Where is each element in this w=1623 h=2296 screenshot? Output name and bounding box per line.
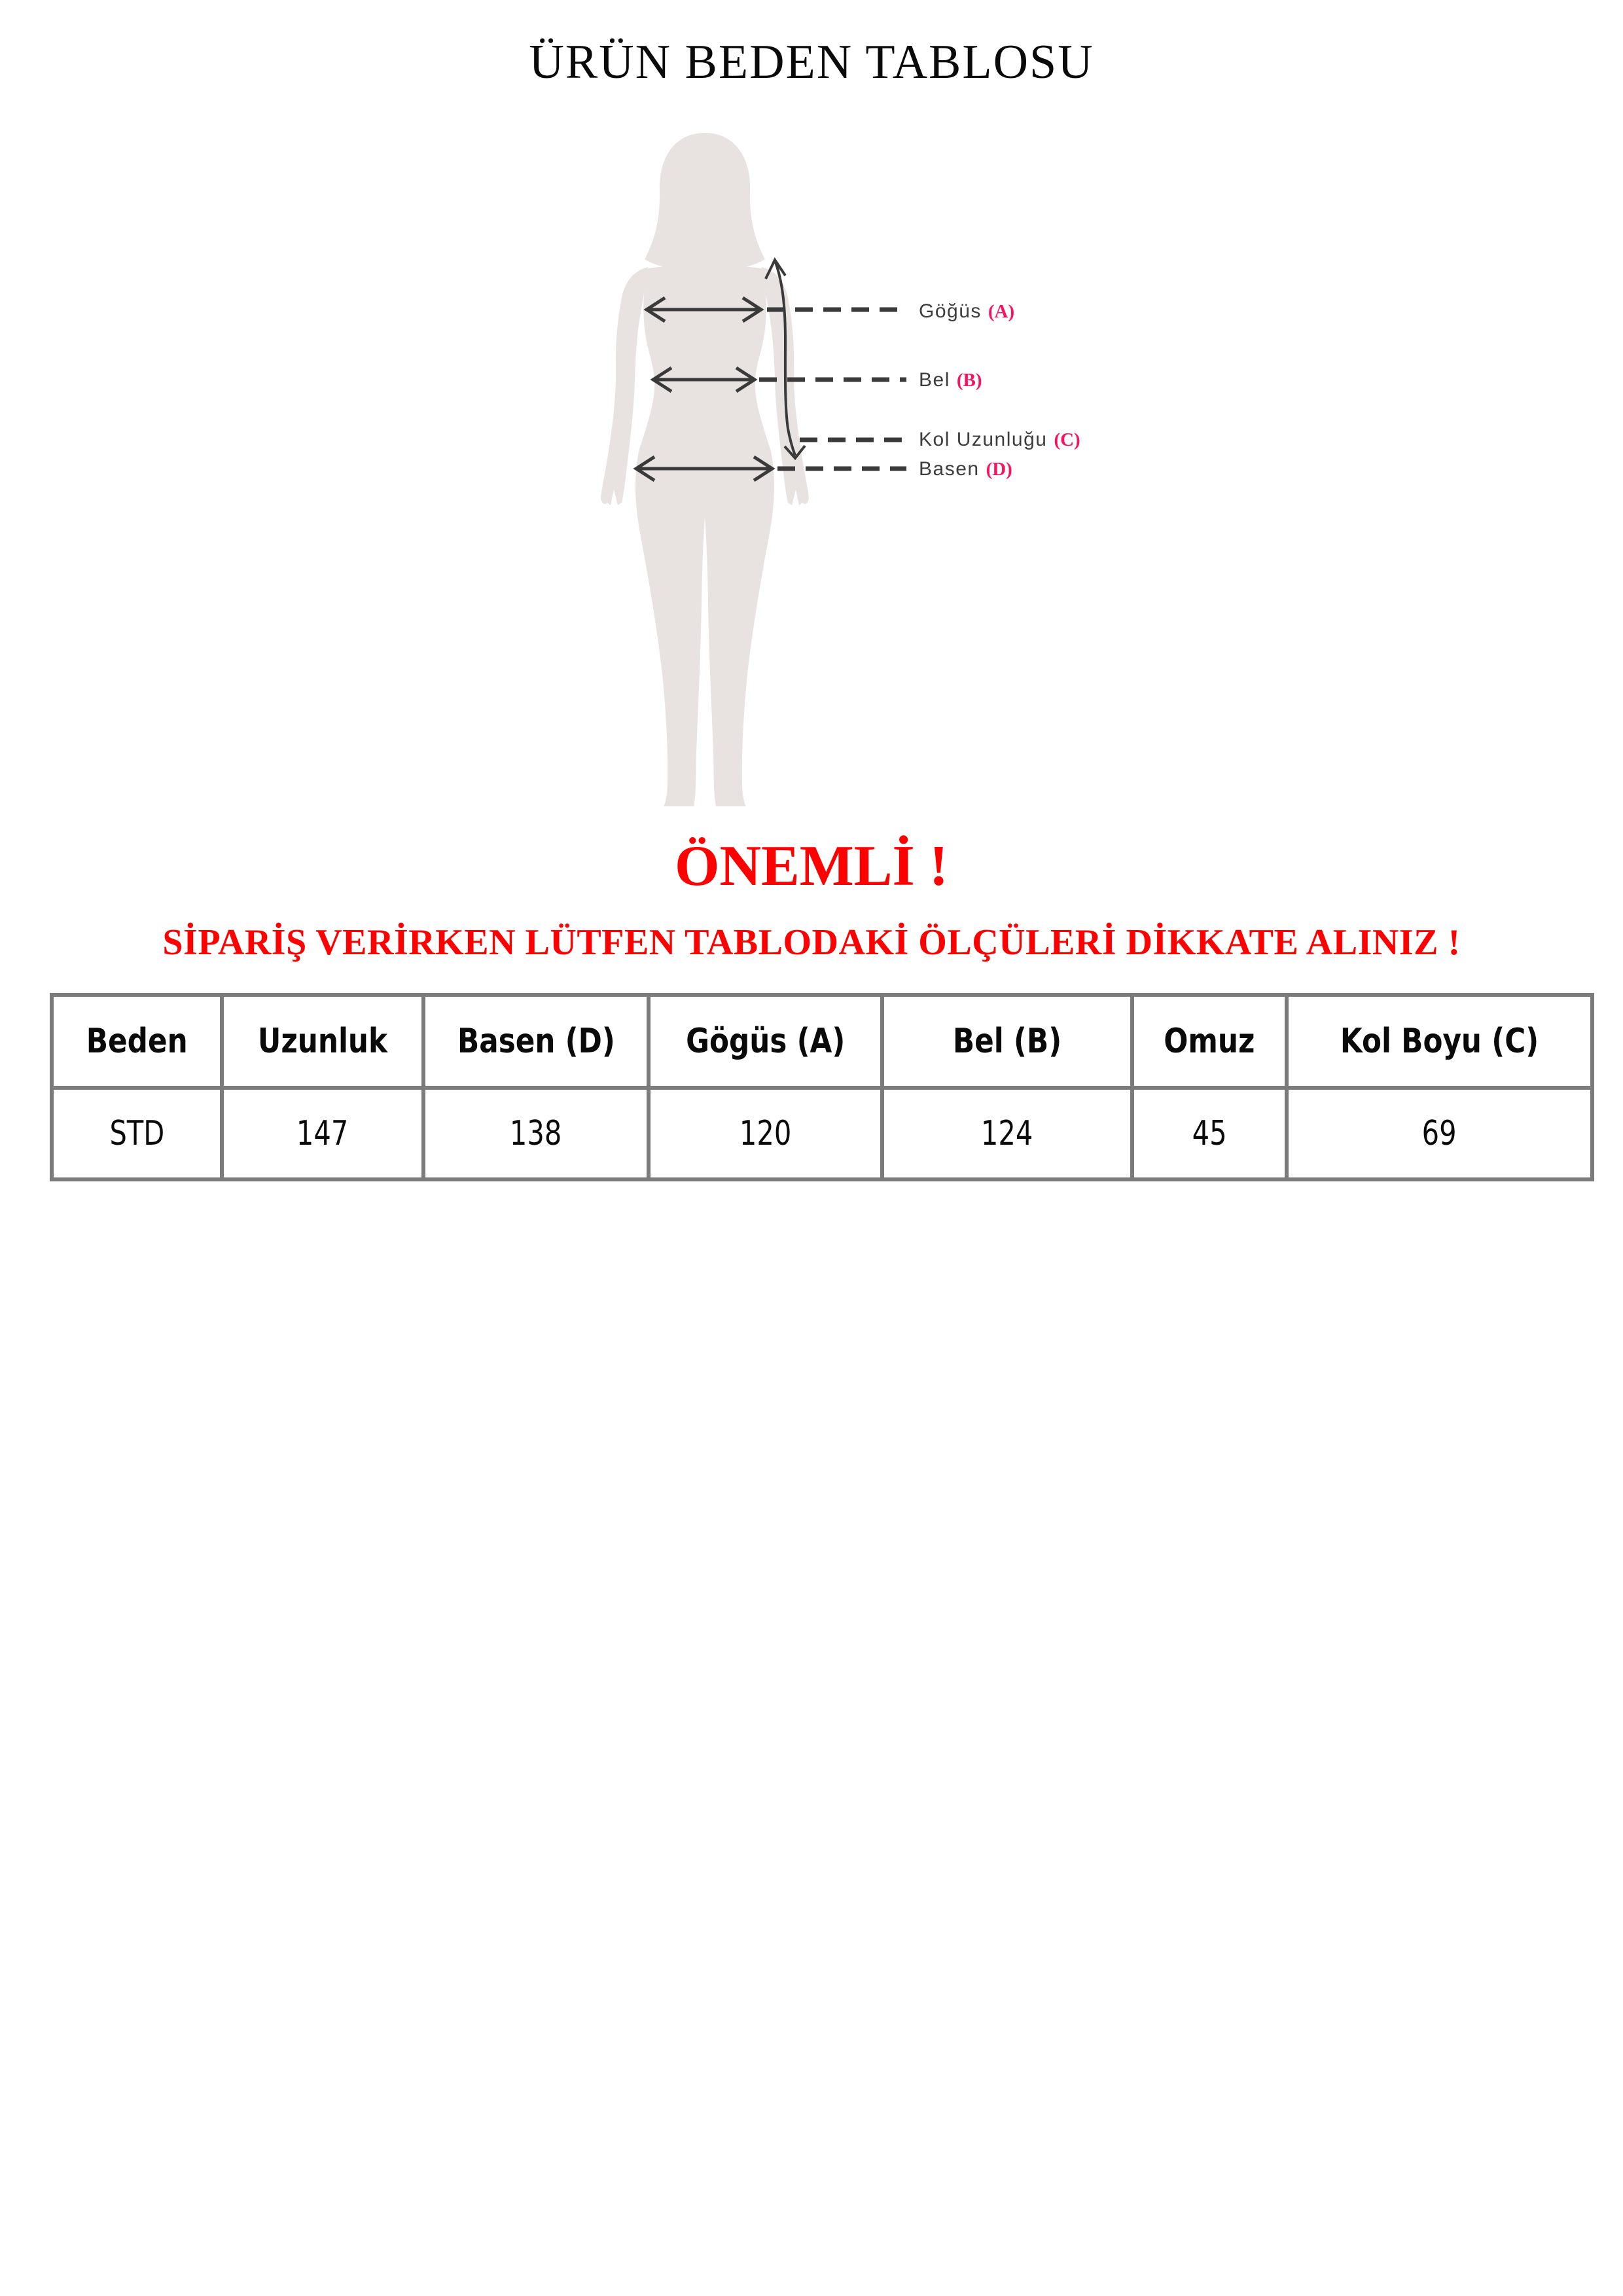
figure-label-chest-letter: (A) (988, 300, 1015, 322)
cell-kol-boyu (1287, 1088, 1592, 1179)
cell-basen (423, 1088, 649, 1179)
figure-label-chest-text: Göğüs (919, 300, 982, 322)
page-title: ÜRÜN BEDEN TABLOSU (529, 35, 1094, 89)
cell-basen-value: 138 (510, 1114, 562, 1153)
cell-beden (52, 1088, 222, 1179)
figure-label-waist (919, 366, 982, 395)
figure-label-arm-length (919, 425, 1080, 454)
cell-uzunluk-value: 147 (296, 1114, 349, 1153)
figure-label-chest (919, 297, 1014, 326)
cell-uzunluk (222, 1088, 423, 1179)
body-measurement-diagram (563, 121, 916, 828)
warning-text: SİPARİŞ VERİRKEN LÜTFEN TABLODAKİ ÖLÇÜLERİ DİKKATE ALINIZ ! (162, 922, 1461, 963)
cell-kol-boyu-value: 69 (1422, 1114, 1457, 1153)
header-gogus (649, 995, 882, 1088)
header-kol-boyu (1287, 995, 1592, 1088)
cell-bel (882, 1088, 1132, 1179)
silhouette-torso-legs (635, 262, 774, 806)
figure-label-waist-letter: (B) (956, 369, 982, 391)
cell-omuz (1132, 1088, 1287, 1179)
header-bel-label: Bel (B) (952, 1022, 1062, 1061)
header-basen (423, 995, 649, 1088)
header-basen-label: Basen (D) (457, 1022, 615, 1061)
warning-heading: ÖNEMLİ ! (675, 834, 948, 898)
figure-label-hip (919, 455, 1012, 484)
figure-label-hip-letter: (D) (986, 458, 1012, 480)
header-bel (882, 995, 1132, 1088)
figure-label-arm-length-text: Kol Uzunluğu (919, 429, 1048, 450)
header-omuz-label: Omuz (1164, 1022, 1255, 1061)
cell-gogus (649, 1088, 882, 1179)
header-uzunluk (222, 995, 423, 1088)
size-table-value-row (52, 1088, 1592, 1179)
cell-omuz-value: 45 (1192, 1114, 1227, 1153)
size-table-header-row (52, 995, 1592, 1088)
header-beden (52, 995, 222, 1088)
cell-beden-value: STD (109, 1114, 164, 1153)
header-gogus-label: Gögüs (A) (685, 1022, 846, 1061)
figure-label-waist-text: Bel (919, 369, 950, 391)
silhouette-head (645, 133, 765, 271)
figure-label-hip-text: Basen (919, 458, 980, 480)
header-uzunluk-label: Uzunluk (257, 1022, 388, 1061)
header-kol-boyu-label: Kol Boyu (C) (1340, 1022, 1539, 1061)
size-table (50, 993, 1594, 1181)
cell-gogus-value: 120 (739, 1114, 792, 1153)
cell-bel-value: 124 (981, 1114, 1033, 1153)
header-beden-label: Beden (86, 1022, 188, 1061)
figure-label-arm-length-letter: (C) (1054, 429, 1080, 450)
header-omuz (1132, 995, 1287, 1088)
